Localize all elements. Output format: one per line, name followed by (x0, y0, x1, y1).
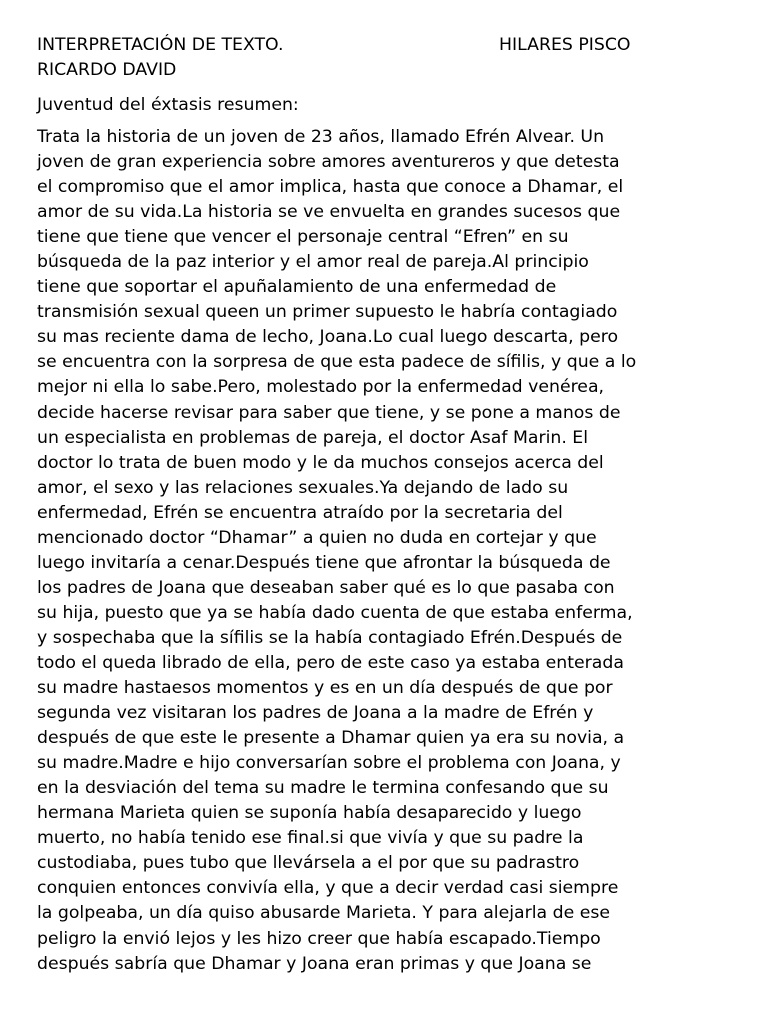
paragraph-line: custodiaba, pues tubo que llevársela a el por que su padrastro (37, 853, 580, 874)
paragraph-line: un especialista en problemas de pareja, el doctor Asaf Marin. El (37, 427, 589, 448)
paragraph-line: Trata la historia de un joven de 23 años, llamado Efrén Alvear. Un (37, 127, 605, 147)
paragraph-line: doctor lo trata de buen modo y le da muchos consejos acerca del (37, 452, 604, 473)
paragraph-line: la golpeaba, un día quiso abusarde Marieta. Y para alejarla de ese (37, 903, 610, 924)
paragraph-line: tiene que tiene que vencer el personaje central “Efren” en su (37, 227, 569, 248)
paragraph-line: su madre hastaesos momentos y es en un día después de que por (37, 678, 613, 699)
paragraph-line: su madre.Madre e hijo conversarían sobre el problema con Joana, y (37, 753, 621, 774)
paragraph-line: conquien entonces convivía ella, y que a decir verdad casi siempre (37, 878, 619, 899)
paragraph-line: después sabría que Dhamar y Joana eran primas y que Joana se (37, 953, 592, 974)
paragraph-line: muerto, no había tenido ese final.si que vivía y que su padre la (37, 828, 584, 849)
paragraph-line: decide hacerse revisar para saber que tiene, y se pone a manos de (37, 402, 621, 423)
paragraph-line: todo el queda librado de ella, pero de este caso ya estaba enterada (37, 652, 624, 673)
paragraph-line: en la desviación del tema su madre le termina confesando que su (37, 778, 609, 799)
paragraph-line: el compromiso que el amor implica, hasta que conoce a Dhamar, el (37, 177, 624, 198)
paragraph-line: y sospechaba que la sífilis se la había contagiado Efrén.Después de (37, 627, 623, 648)
paragraph-line: joven de gran experiencia sobre amores aventureros y que detesta (37, 152, 620, 173)
paragraph-line: transmisión sexual queen un primer supuesto le habría contagiado (37, 302, 618, 323)
document-page (37, 33, 737, 977)
paragraph-line: búsqueda de la paz interior y el amor real de pareja.Al principio (37, 252, 589, 273)
document-subtitle: Juventud del éxtasis resumen: (37, 95, 299, 115)
paragraph-line: enfermedad, Efrén se encuentra atraído por la secretaria del (37, 502, 563, 523)
author-name-line2: RICARDO DAVID (37, 60, 177, 80)
paragraph-line: mejor ni ella lo sabe.Pero, molestado por la enfermedad venérea, (37, 377, 605, 398)
paragraph-line: luego invitaría a cenar.Después tiene que afrontar la búsqueda de (37, 552, 611, 573)
author-name-line1: HILARES PISCO (499, 35, 631, 55)
paragraph-line: los padres de Joana que deseaban saber qué es lo que pasaba con (37, 577, 615, 598)
paragraph-line: peligro la envió lejos y les hizo creer que había escapado.Tiempo (37, 928, 601, 949)
paragraph-line: su mas reciente dama de lecho, Joana.Lo cual luego descarta, pero (37, 327, 619, 348)
paragraph-line: después de que este le presente a Dhamar quien ya era su novia, a (37, 728, 625, 749)
paragraph-line: tiene que soportar el apuñalamiento de una enfermedad de (37, 277, 557, 298)
document-title: INTERPRETACIÓN DE TEXTO. (37, 35, 284, 55)
paragraph-line: amor, el sexo y las relaciones sexuales.Ya dejando de lado su (37, 477, 569, 498)
paragraph-line: hermana Marieta quien se suponía había desaparecido y luego (37, 803, 582, 824)
paragraph-line: su hija, puesto que ya se había dado cuenta de que estaba enferma, (37, 602, 633, 623)
paragraph-line: se encuentra con la sorpresa de que esta padece de sífilis, y que a lo (37, 352, 637, 373)
summary-paragraph (37, 125, 737, 977)
paragraph-line: amor de su vida.La historia se ve envuelta en grandes sucesos que (37, 202, 621, 223)
document-header (37, 33, 737, 83)
paragraph-line: mencionado doctor “Dhamar” a quien no duda en cortejar y que (37, 527, 597, 548)
paragraph-line: segunda vez visitaran los padres de Joana a la madre de Efrén y (37, 703, 594, 724)
